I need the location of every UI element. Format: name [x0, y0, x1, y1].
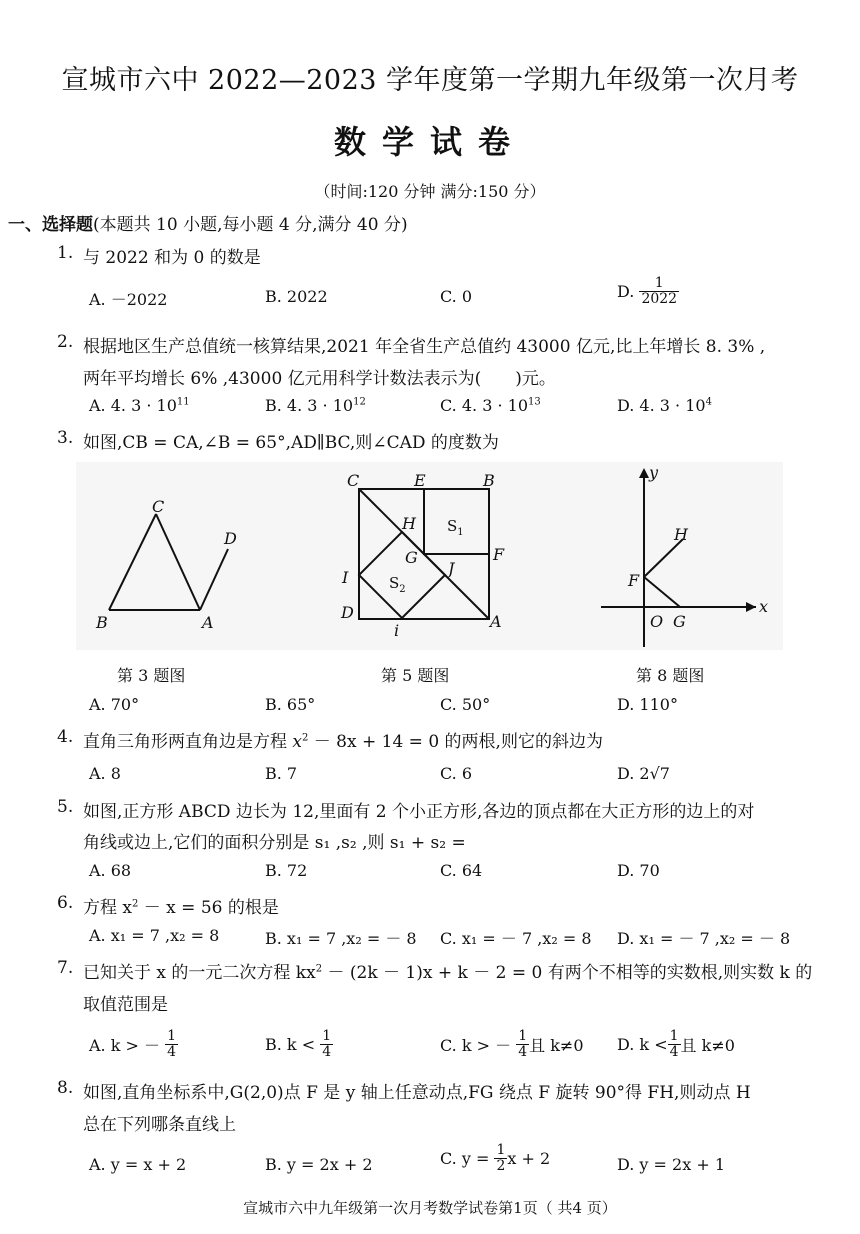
q2-option-c [440, 396, 541, 415]
section-note: (本题共 10 小题,每小题 4 分,满分 40 分) [93, 215, 408, 235]
q1-option-d-fraction [639, 276, 679, 307]
q7-option-d [617, 1029, 735, 1060]
fig8-label-y: y [649, 463, 659, 482]
fig5-label-c: C [347, 471, 360, 490]
q3-option-b: B. 65° [265, 695, 316, 714]
q8-option-b: B. y = 2x + 2 [265, 1155, 373, 1174]
q3-option-d: D. 110° [617, 695, 678, 714]
question-8-line1: 如图,直角坐标系中,G(2,0)点 F 是 y 轴上任意动点,FG 绕点 F 旋转 90°得 FH,则动点 H [83, 1083, 751, 1103]
fig3-label-a: A [202, 613, 214, 632]
fig5-label-s2: $S_2$ [389, 574, 406, 595]
option-text: C. y = [440, 1149, 490, 1168]
option-text: D. k < [617, 1035, 668, 1054]
time-score-line: （时间:120 分钟 满分:150 分） [314, 182, 546, 201]
fig5-label-g: G [405, 548, 418, 567]
question-4-text [83, 727, 603, 752]
fig5-label-d: D [341, 603, 354, 622]
q3-option-a: A. 70° [89, 695, 140, 714]
fig5-label-a: A [490, 612, 502, 631]
q6-option-c: C. x₁ = － 7 ,x₂ = 8 [440, 929, 592, 948]
q8-option-c [440, 1143, 550, 1174]
q1-option-d-prefix: D. [617, 282, 635, 301]
question-5-line1: 如图,正方形 ABCD 边长为 12,里面有 2 个小正方形,各边的顶点都在大正方形的边上的对 [83, 802, 755, 822]
exponent: 2 [302, 732, 309, 744]
q2-option-b [265, 396, 366, 415]
segment-ca [156, 514, 200, 610]
segment-ad [200, 549, 228, 610]
exam-title: 宣城市六中 2022—2023 学年度第一学期九年级第一次月考 [61, 65, 799, 96]
question-4-number: 4. [57, 727, 74, 747]
fraction-denominator: 4 [167, 1044, 177, 1060]
text-part: 方程 x [83, 898, 132, 918]
fraction-numerator: 1 [167, 1028, 177, 1044]
question-8-number: 8. [57, 1078, 74, 1098]
q5-option-a: A. 68 [89, 861, 132, 880]
question-5-line2: 角线或边上,它们的面积分别是 s₁ ,s₂ ,则 s₁ + s₂ = [83, 833, 466, 853]
q1-option-b: B. 2022 [265, 287, 328, 306]
option-base: A. 4. 3 · 10 [89, 396, 177, 415]
option-exponent: 13 [528, 396, 541, 408]
q8-option-a: A. y = x + 2 [89, 1155, 187, 1174]
fig8-label-o: O [650, 612, 664, 631]
fig8-label-f: F [628, 571, 640, 590]
fig5-label-e: E [414, 471, 426, 490]
q1-option-d [617, 276, 679, 307]
question-2-line2: 两年平均增长 6% ,43000 亿元用科学计数法表示为( )元。 [83, 369, 556, 389]
text-part: 直角三角形两直角边是方程 [83, 732, 293, 752]
q5-option-c: C. 64 [440, 861, 483, 880]
q4-option-b: B. 7 [265, 764, 298, 783]
fraction-numerator: 1 [496, 1142, 506, 1158]
exponent: 2 [132, 898, 139, 910]
q1-option-a: A. －2022 [89, 290, 168, 309]
question-1-number: 1. [57, 243, 74, 263]
question-1-text: 与 2022 和为 0 的数是 [83, 248, 261, 268]
fig5-label-b: B [483, 471, 495, 490]
segment-bc [109, 514, 156, 610]
segment-fh [644, 539, 683, 577]
question-2-number: 2. [57, 332, 74, 352]
question-3-number: 3. [57, 428, 74, 448]
option-base: B. 4. 3 · 10 [265, 396, 354, 415]
exponent: 2 [315, 963, 323, 975]
fraction-denominator: 2 [496, 1158, 506, 1174]
fraction-denominator: 4 [518, 1044, 528, 1060]
question-6-text [83, 893, 279, 918]
fraction-numerator: 1 [639, 276, 679, 292]
q4-option-d: D. 2√7 [617, 764, 670, 783]
figure-5 [359, 489, 489, 619]
fraction-numerator: 1 [669, 1028, 679, 1044]
q6-option-b: B. x₁ = 7 ,x₂ = － 8 [265, 929, 417, 948]
page-footer: 宣城市六中九年级第一次月考数学试卷第1页（ 共4 页） [243, 1199, 617, 1217]
q1-option-c: C. 0 [440, 287, 473, 306]
q2-option-d [617, 396, 712, 415]
q6-option-d: D. x₁ = － 7 ,x₂ = － 8 [617, 929, 791, 948]
option-fraction [165, 1029, 178, 1060]
q7-option-c [440, 1029, 584, 1060]
square-s2 [359, 532, 445, 618]
option-exponent: 11 [176, 396, 190, 408]
q2-option-a [89, 396, 190, 415]
q7-option-b [265, 1029, 333, 1060]
q3-option-c: C. 50° [440, 695, 491, 714]
figure-3-caption: 第 3 题图 [117, 666, 186, 685]
option-text: 且 k≠0 [529, 1036, 584, 1055]
text-part: 已知关于 x 的一元二次方程 kx [83, 963, 316, 983]
fig8-label-x: x [759, 597, 769, 616]
fig5-label-j: J [448, 559, 455, 578]
question-8-line2: 总在下列哪条直线上 [83, 1115, 236, 1135]
q4-option-a: A. 8 [89, 764, 121, 783]
fraction-denominator: 4 [322, 1044, 332, 1060]
fig5-label-s1: $S_1$ [447, 517, 464, 538]
text-part: － 8x + 14 = 0 的两根,则它的斜边为 [308, 732, 603, 752]
fig5-label-h: H [402, 514, 416, 533]
option-base: D. 4. 3 · 10 [617, 396, 706, 415]
fig3-label-d: D [224, 529, 237, 548]
fig5-label-f: F [493, 545, 505, 564]
fig8-label-g: G [673, 612, 686, 631]
option-text: C. k > － [440, 1036, 512, 1055]
option-exponent: 12 [353, 396, 366, 408]
section-heading [8, 210, 408, 235]
figures-svg [76, 462, 783, 650]
fig8-label-h: H [674, 525, 688, 544]
option-fraction [320, 1029, 333, 1060]
option-base: C. 4. 3 · 10 [440, 396, 528, 415]
figure-8-caption: 第 8 题图 [636, 666, 705, 685]
option-text: B. k < [265, 1035, 316, 1054]
fig3-label-b: B [96, 613, 108, 632]
figure-5-caption: 第 5 题图 [381, 666, 450, 685]
option-fraction [668, 1029, 681, 1060]
segment-fg [644, 577, 680, 607]
figures-panel [76, 462, 783, 650]
question-3-text: 如图,CB = CA,∠B = 65°,AD∥BC,则∠CAD 的度数为 [83, 433, 499, 453]
text-part: － x = 56 的根是 [138, 898, 279, 918]
fraction-numerator: 1 [518, 1028, 528, 1044]
fraction-numerator: 1 [322, 1028, 332, 1044]
option-text: x + 2 [507, 1149, 551, 1168]
y-axis-arrow-icon [639, 468, 649, 478]
q8-option-d: D. y = 2x + 1 [617, 1155, 726, 1174]
fraction-denominator: 2022 [641, 291, 678, 307]
subject-title: 数学试卷 [333, 123, 526, 161]
option-fraction [516, 1029, 529, 1060]
question-5-number: 5. [57, 797, 74, 817]
question-7-line1 [83, 958, 812, 983]
figure-3 [109, 514, 228, 610]
variable: x [292, 732, 302, 752]
fig5-label-i-lower: i [394, 621, 400, 640]
section-label: 一、选择题 [8, 215, 93, 235]
text-part: － (2k － 1)x + k － 2 = 0 有两个不相等的实数根,则实数 k 的 [322, 963, 813, 983]
question-7-number: 7. [57, 958, 74, 978]
option-text: 且 k≠0 [680, 1036, 735, 1055]
x-axis-arrow-icon [746, 602, 756, 612]
option-fraction [494, 1143, 507, 1174]
fraction-denominator: 4 [669, 1044, 679, 1060]
q7-option-a [89, 1029, 178, 1060]
question-6-number: 6. [57, 893, 74, 913]
option-exponent: 4 [705, 396, 712, 408]
fig3-label-c: C [152, 497, 165, 516]
q5-option-d: D. 70 [617, 861, 660, 880]
question-7-line2: 取值范围是 [83, 995, 168, 1015]
fig5-label-i: I [342, 568, 349, 587]
q6-option-a: A. x₁ = 7 ,x₂ = 8 [89, 926, 220, 945]
option-text: A. k > － [89, 1036, 161, 1055]
question-2-line1: 根据地区生产总值统一核算结果,2021 年全省生产总值约 43000 亿元,比上年增长 8. 3% , [83, 337, 766, 357]
q5-option-b: B. 72 [265, 861, 308, 880]
q4-option-c: C. 6 [440, 764, 473, 783]
